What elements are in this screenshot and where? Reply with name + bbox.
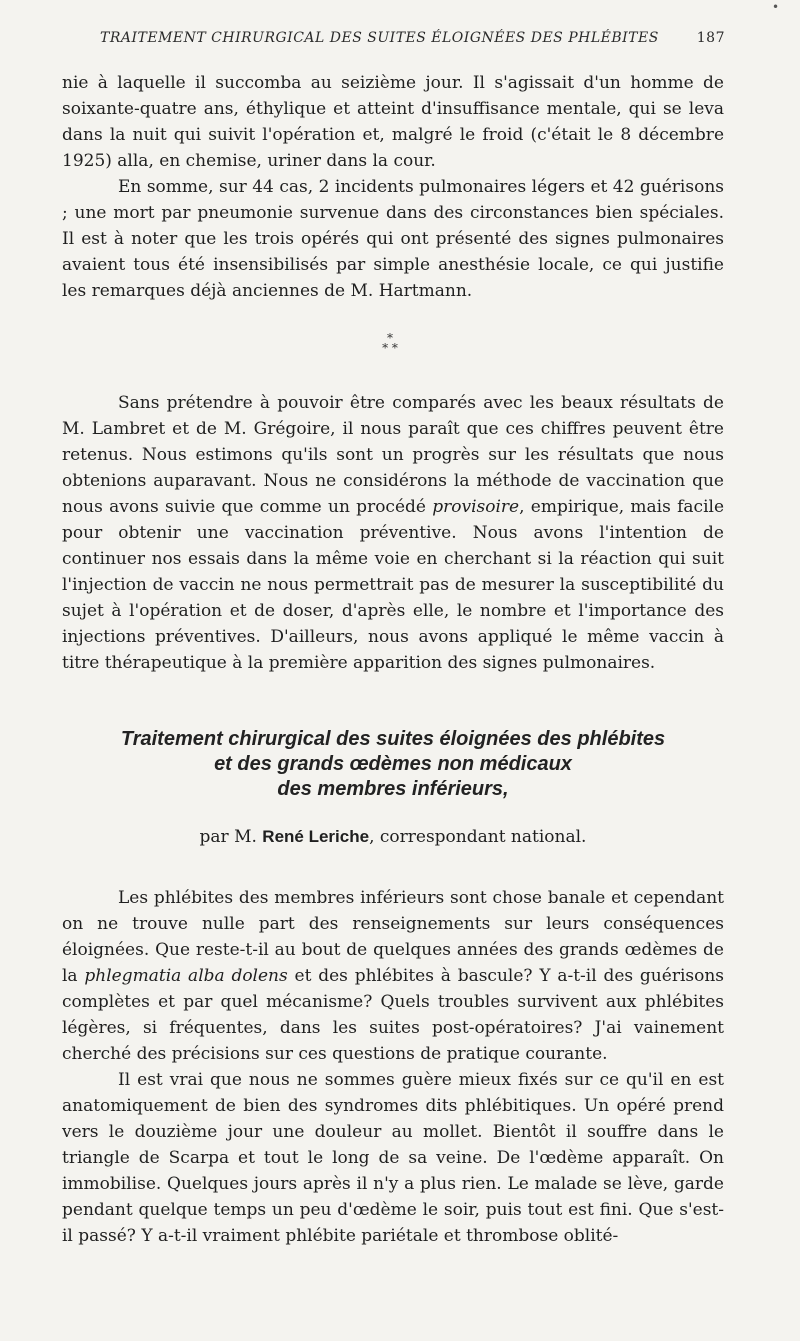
paragraph-summary: En somme, sur 44 cas, 2 incidents pulmonaires légers et 42 guérisons ; une mort par pneumonie survenue dans des circonstances bien spéciales. Il est à noter que les trois opérés qui ont présenté des signes pulmonaires avaient tous été insensibilisés par simple anesthésie locale, ce qui justifie les remarques déjà anciennes de M. Hartmann. [62,177,724,301]
paragraph-continuation: nie à laquelle il succomba au seizième jour. Il s'agissait d'un homme de soixante-quatre ans, éthylique et atteint d'insuffisance mentale, qui se leva dans la nuit qui suivit l'opération et, malgré le froid (c'était le 8 décembre 1925) alla, en chemise, uriner dans la cour. [62,73,724,171]
byline-prefix: par M. [199,827,257,847]
article-title-line-3: des membres inférieurs, [277,778,509,800]
article-title-line-2: et des grands œdèmes non médicaux [214,753,572,775]
paragraph-conclusion: Sans prétendre à pouvoir être comparés avec les beaux résultats de M. Lambret et de M. Grégoire, il nous paraît que ces chiffres peuvent être retenus. Nous estimons qu'ils sont un progrès sur les résultats que nous obtenions auparavant. Nous ne considérons la méthode de vaccination que nous avons suivie que comme un procédé provisoire, empirique, mais facile pour obtenir une vaccination préventive. Nous avons l'intention de continuer nos essais dans la même voie en cherchant si la réaction qui suit l'injection de vaccin ne nous permettrait pas de mesurer la susceptibilité du sujet à l'opération et de doser, d'après elle, le nombre et l'importance des injections préventives. D'ailleurs, nous avons appliqué le même vaccin à titre thérapeutique à la première apparition des signes pulmonaires. [62,393,724,673]
separator-stars-bottom: * * [382,341,398,355]
article-title [62,727,724,802]
paragraph-intro: Les phlébites des membres inférieurs sont chose banale et cependant on ne trouve nulle part des renseignements sur leurs conséquences éloignées. Que reste-t-il au bout de quelques années des grands œdèmes de la phlegmatia alba dolens et des phlébites à bascule? Y a-t-il des guérisons complètes et par quel mécanisme? Quels troubles survivent aux phlébites légères, si fréquentes, dans les suites post-opératoires? J'ai vainement cherché des précisions sur ces questions de pratique courante. [62,888,725,1064]
paragraph-anatomy: Il est vrai que nous ne sommes guère mieux fixés sur ce qu'il en est anatomiquement de bien des syndromes dits phlébitiques. Un opéré prend vers le douzième jour une douleur au mollet. Bientôt il souffre dans le triangle de Scarpa et tout le long de sa veine. De l'œdème apparaît. On immobilise. Quelques jours après il n'y a plus rien. Le malade se lève, garde pendant quelque temps un peu d'œdème le soir, puis tout est fini. Que s'est-il passé? Y a-t-il vraiment phlébite pariétale et thrombose oblité- [62,1070,724,1246]
byline-suffix: , correspondant national. [369,827,587,847]
running-title: TRAITEMENT CHIRURGICAL DES SUITES ÉLOIGNÉES DES PHLÉBITES [100,30,659,46]
separator-star-top: * [387,331,393,345]
article-title-line-1: Traitement chirurgical des suites éloignées des phlébites [120,728,666,750]
section-separator [360,333,420,353]
emphasis-provisoire: provisoire [432,497,520,517]
conclusion-section [62,390,724,676]
article-byline [62,825,724,849]
corner-mark: • [772,0,780,14]
top-paragraphs [62,70,724,304]
emphasis-phlegmatia: phlegmatia alba dolens [84,966,288,986]
author-name: René Leriche [262,827,370,846]
running-header [100,30,725,46]
page-number: 187 [696,30,725,46]
article-body [62,885,724,1249]
